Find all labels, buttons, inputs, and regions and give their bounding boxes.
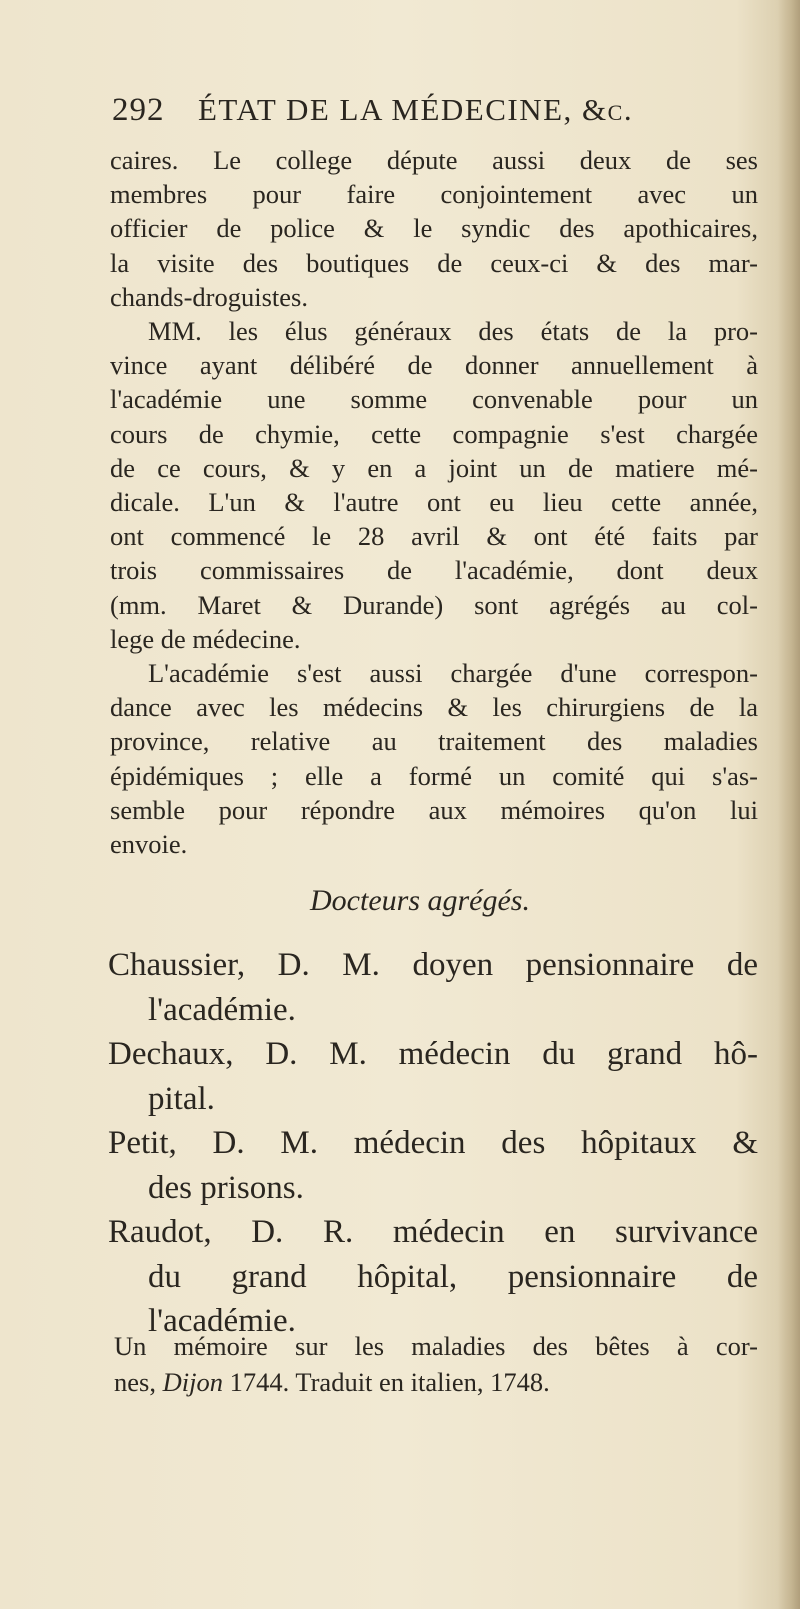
page-edge-shadow xyxy=(778,0,800,1609)
page-number: 292 xyxy=(112,92,165,128)
text-line: dance avec les médecins & les chirurgiens de la xyxy=(110,692,758,723)
member-entry xyxy=(108,1210,758,1344)
text-line: ont commencé le 28 avril & ont été faits par xyxy=(110,521,758,552)
text-line: épidémiques ; elle a formé un comité qui s'as- xyxy=(110,760,758,791)
member-line: Raudot, D. R. médecin en survivance xyxy=(108,1214,758,1250)
text-line: membres pour faire conjointement avec un xyxy=(110,179,758,210)
paragraph-2 xyxy=(110,314,758,656)
member-line: pital. xyxy=(148,1080,215,1117)
member-line: des prisons. xyxy=(148,1169,304,1206)
member-line: Chaussier, D. M. doyen pensionnaire de xyxy=(108,947,758,983)
text-line: vince ayant délibéré de donner annuellement à xyxy=(110,350,758,381)
text-line: dicale. L'un & l'autre ont eu lieu cette année, xyxy=(110,487,758,518)
text-line: la visite des boutiques de ceux-ci & des mar- xyxy=(110,247,758,278)
text-line: l'académie une somme convenable pour un xyxy=(110,384,758,415)
member-entry xyxy=(108,1121,758,1210)
note-line xyxy=(114,1367,550,1397)
running-head: ÉTAT DE LA MÉDECINE, &c. xyxy=(198,92,634,127)
member-line: l'académie. xyxy=(148,991,296,1028)
member-line: Dechaux, D. M. médecin du grand hô- xyxy=(108,1036,758,1072)
publication-note xyxy=(114,1328,758,1400)
text-line: cours de chymie, cette compagnie s'est chargée xyxy=(110,418,758,449)
text-line: province, relative au traitement des maladies xyxy=(110,726,758,757)
text-line: (mm. Maret & Durande) sont agrégés au col- xyxy=(110,589,758,620)
member-entry xyxy=(108,943,758,1032)
paragraph-3 xyxy=(110,656,758,861)
body-text xyxy=(110,143,758,861)
text-line: MM. les élus généraux des états de la pro- xyxy=(148,316,758,347)
text-line: chands-droguistes. xyxy=(110,281,308,312)
section-title: Docteurs agrégés. xyxy=(310,884,530,917)
text-line: officier de police & le syndic des apothicaires, xyxy=(110,213,758,244)
note-line: Un mémoire sur les maladies des bêtes à cor- xyxy=(114,1331,758,1361)
page-header xyxy=(112,92,712,132)
paragraph-1 xyxy=(110,143,758,314)
text-line: L'académie s'est aussi chargée d'une correspon- xyxy=(148,658,758,689)
member-entry xyxy=(108,1032,758,1121)
text-line: trois commissaires de l'académie, dont deux xyxy=(110,555,758,586)
text-line: de ce cours, & y en a joint un de matiere mé- xyxy=(110,452,758,483)
text-line: envoie. xyxy=(110,829,188,860)
text-line: lege de médecine. xyxy=(110,623,301,654)
member-line: du grand hôpital, pensionnaire de xyxy=(148,1258,758,1295)
note-text: nes, xyxy=(114,1367,156,1397)
note-text: 1744. Traduit en italien, 1748. xyxy=(229,1367,550,1397)
text-line: caires. Le college députe aussi deux de ses xyxy=(110,145,758,175)
member-line: Petit, D. M. médecin des hôpitaux & xyxy=(108,1125,758,1161)
text-line: semble pour répondre aux mémoires qu'on lui xyxy=(110,794,758,825)
member-line: l'académie. xyxy=(148,1303,296,1339)
note-place: Dijon xyxy=(162,1367,223,1397)
members-list xyxy=(108,943,758,1344)
